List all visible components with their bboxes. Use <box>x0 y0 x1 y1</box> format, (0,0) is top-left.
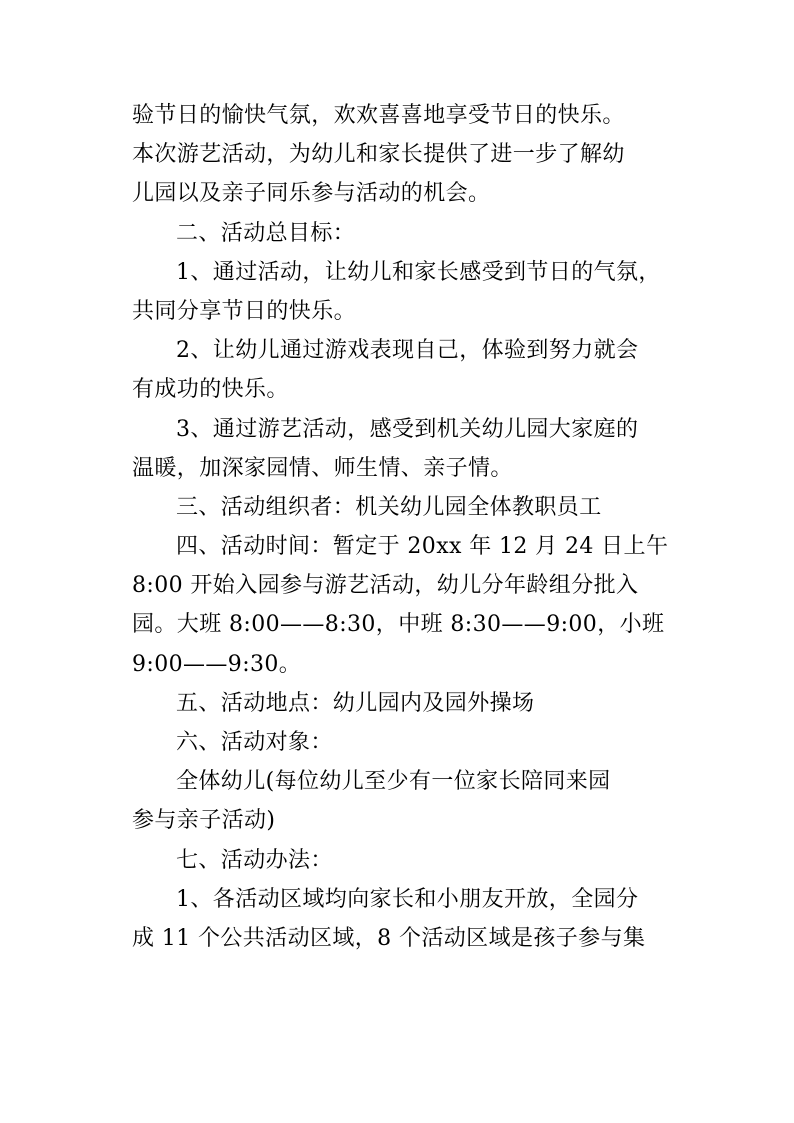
body-line: 验节日的愉快气氛，欢欢喜喜地享受节日的快乐。 <box>132 103 625 128</box>
list-item: 2、让幼儿通过游戏表现自己，体验到努力就会 <box>176 338 639 364</box>
section-heading: 三、活动组织者：机关幼儿园全体教职员工 <box>176 494 602 520</box>
body-line: 全体幼儿(每位幼儿至少有一位家长陪同来园 <box>176 769 611 795</box>
document-body <box>132 96 669 958</box>
body-line: 温暖，加深家园情、师生情、亲子情。 <box>132 455 513 481</box>
body-line: 本次游艺活动，为幼儿和家长提供了进一步了解幼 <box>132 142 625 168</box>
section-heading: 六、活动对象： <box>176 730 333 755</box>
section-heading: 二、活动总目标： <box>176 220 356 246</box>
body-line: 8:00 开始入园参与游艺活动，幼儿分年龄组分批入 <box>132 573 639 599</box>
list-item: 1、通过活动，让幼儿和家长感受到节日的气氛， <box>176 259 661 285</box>
body-line: 9:00——9:30。 <box>132 651 302 677</box>
body-line: 成 11 个公共活动区域，8 个活动区域是孩子参与集 <box>132 925 646 951</box>
body-line: 共同分享节日的快乐。 <box>132 298 357 324</box>
section-heading: 五、活动地点：幼儿园内及园外操场 <box>176 690 535 716</box>
body-line: 儿园以及亲子同乐参与活动的机会。 <box>132 181 491 207</box>
body-line: 园。大班 8:00——8:30，中班 8:30——9:00，小班 <box>132 612 665 638</box>
list-item: 1、各活动区域均向家长和小朋友开放，全园分 <box>176 886 639 912</box>
section-heading: 七、活动办法： <box>176 847 333 873</box>
body-line: 有成功的快乐。 <box>132 377 289 403</box>
body-line: 参与亲子活动) <box>132 808 276 834</box>
list-item: 3、通过游艺活动，感受到机关幼儿园大家庭的 <box>176 416 639 442</box>
section-heading: 四、活动时间：暂定于 20xx 年 12 月 24 日上午 <box>176 534 669 560</box>
